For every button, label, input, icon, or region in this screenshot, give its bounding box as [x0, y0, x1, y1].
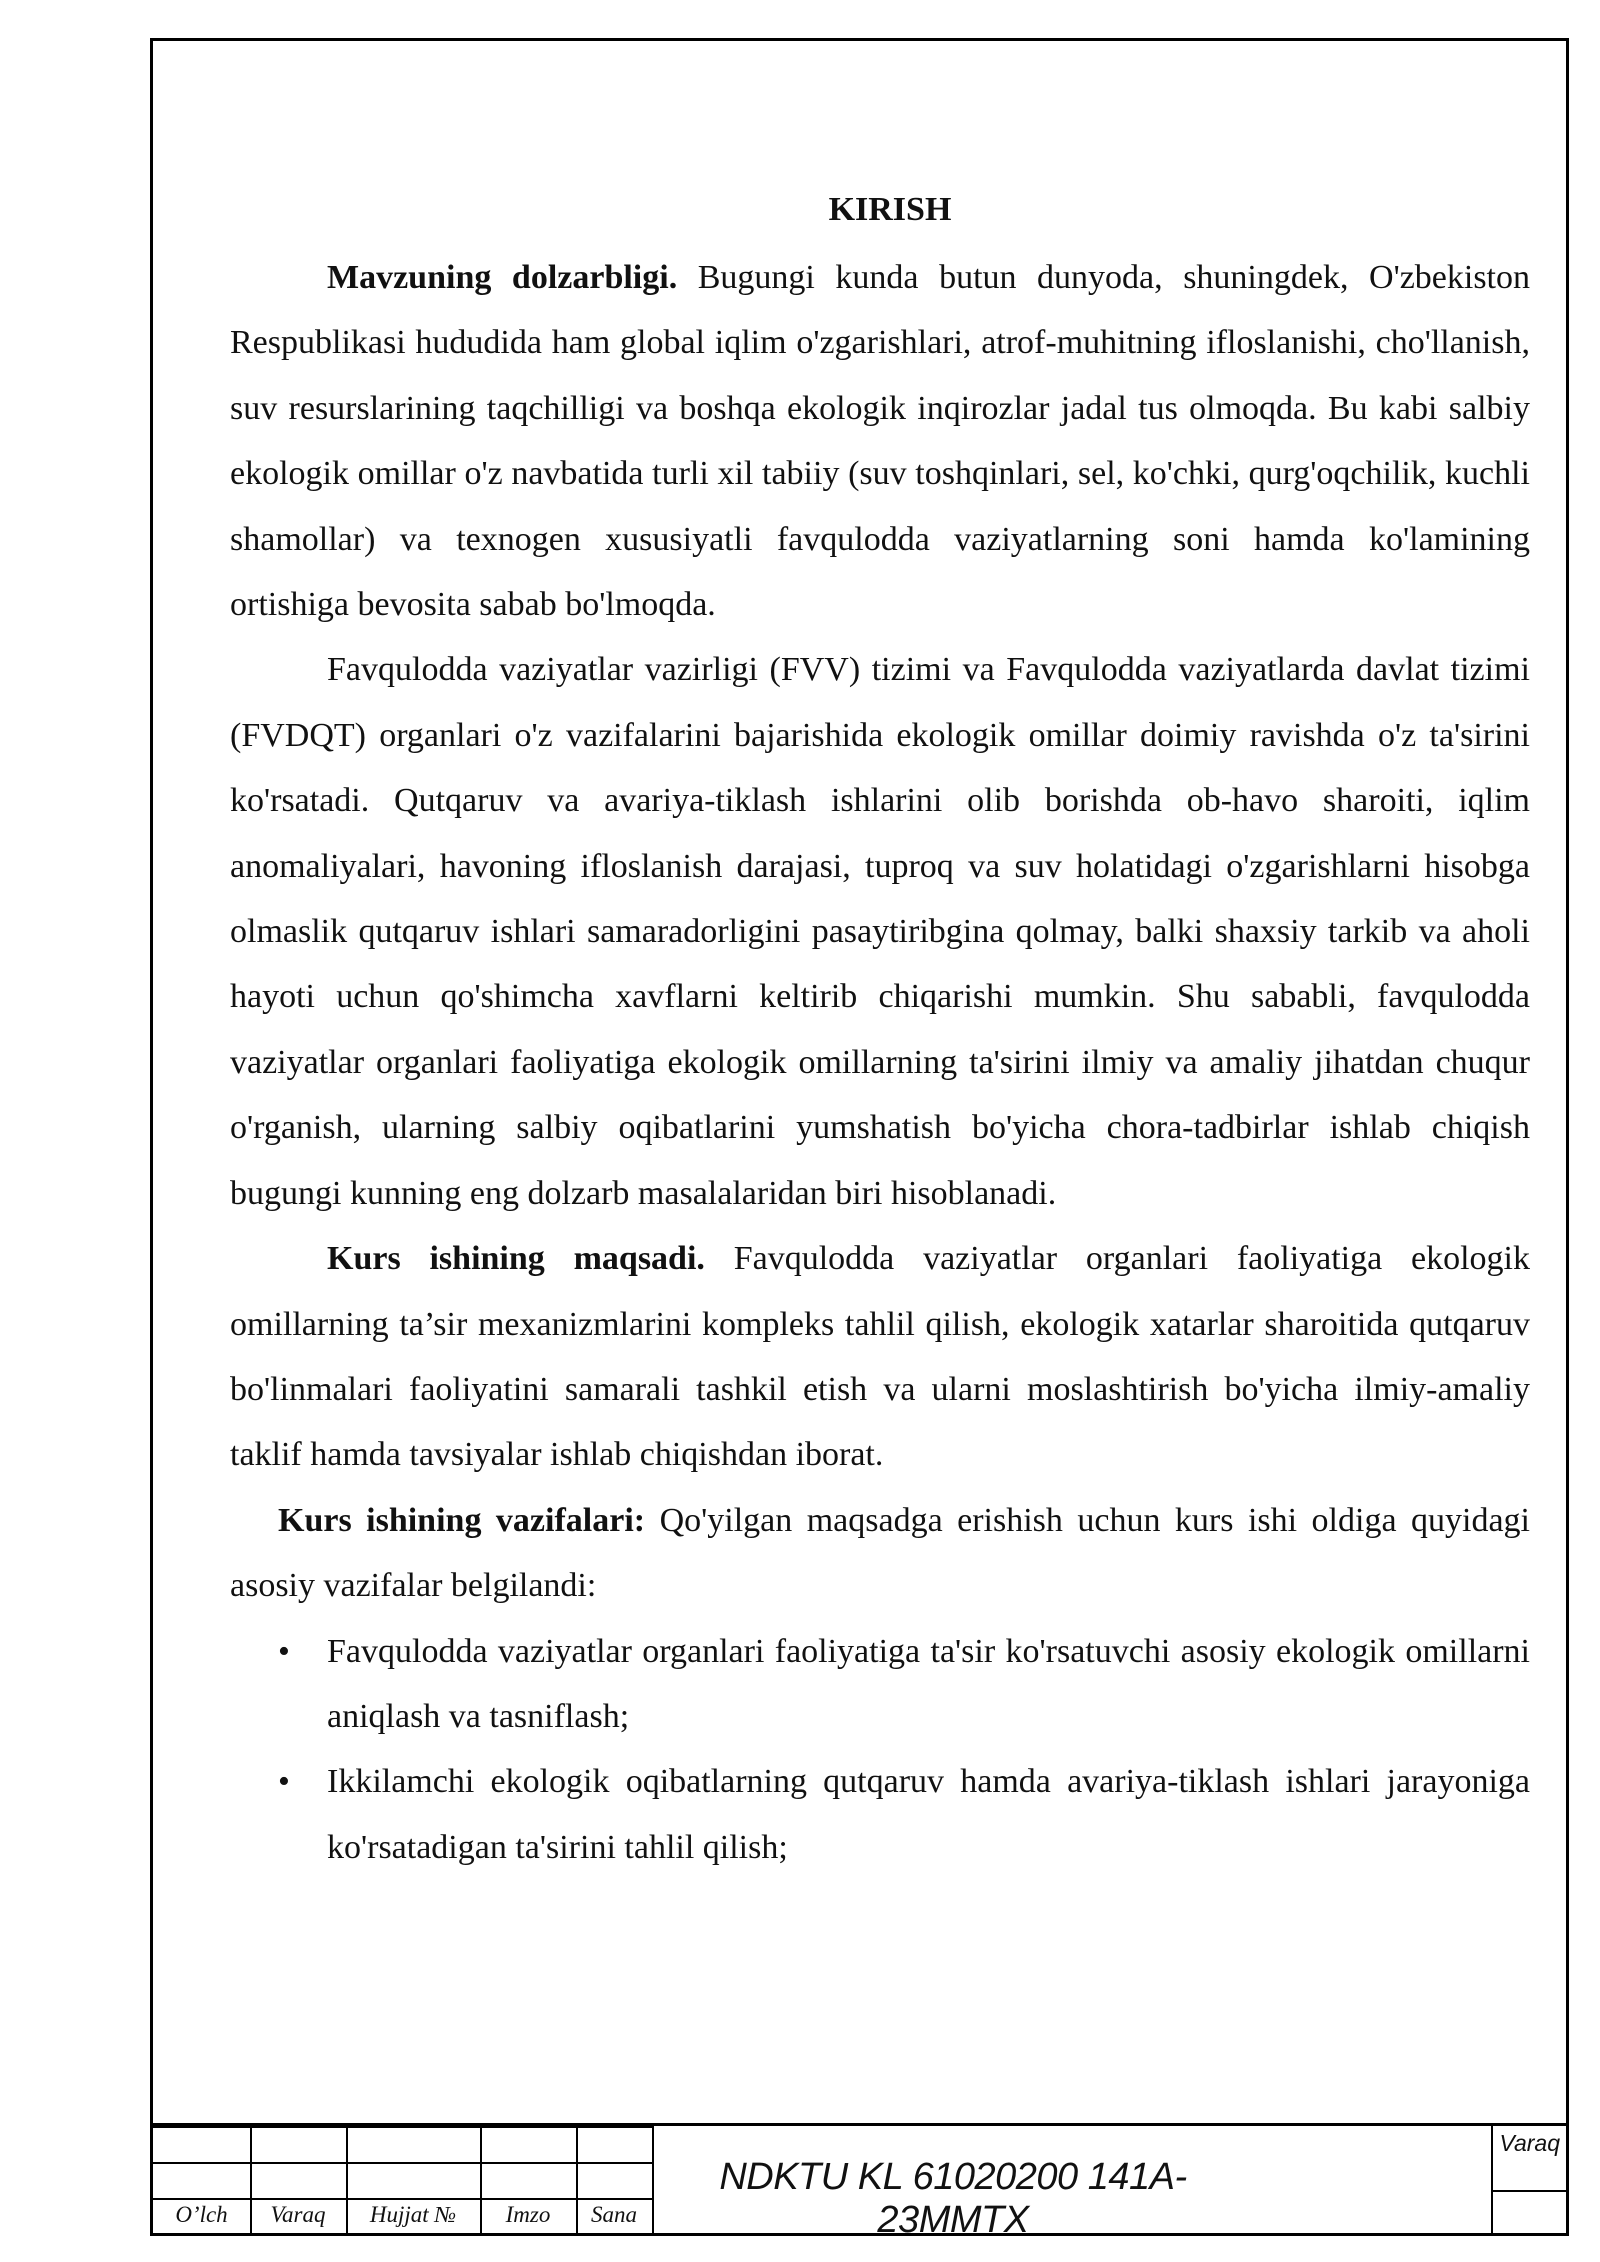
stamp-label-size: O’lch	[175, 2202, 228, 2227]
paragraph-tasks-title: Kurs ishining vazifalari:	[278, 1501, 646, 1539]
title-block	[150, 2126, 1569, 2241]
task-list	[230, 1619, 1530, 1881]
bullet-icon: •	[278, 1632, 290, 1670]
paragraph-relevance	[230, 245, 1530, 637]
sheet-label: Varaq	[1499, 2130, 1560, 2156]
stamp-label-sheet: Varaq	[270, 2202, 326, 2227]
paragraph-tasks-text: Qo'yilgan maqsadga erishish uchun kurs ishi oldiga quyidagi asosiy vazifalar belgilandi:	[230, 1501, 1530, 1605]
document-body	[230, 180, 1530, 1880]
stamp-label-date: Sana	[591, 2202, 637, 2227]
paragraph-goal-text: Favqulodda vaziyatlar organlari faoliyatiga ekologik omillarning ta’sir mexanizmlarini kompleks tahlil qilish, ekologik xatarlar sharoitida qutqaruv bo'linmalari faoliyatini samarali tashkil etish va ularni moslashtirish bo'yicha ilmiy-amaliy taklif hamda tavsiyalar ishlab chiqishdan iborat.	[230, 1240, 1531, 1474]
list-item-text: Ikkilamchi ekologik oqibatlarning qutqaruv hamda avariya-tiklash ishlari jarayoniga ko'rsatadigan ta'sirini tahlil qilish;	[327, 1763, 1530, 1866]
stamp-label-document: Hujjat №	[369, 2202, 457, 2227]
page-title: KIRISH	[828, 191, 952, 228]
stamp-label-signature: Imzo	[505, 2202, 551, 2227]
paragraph-relevance-title: Mavzuning dolzarbligi.	[327, 259, 678, 296]
list-item	[230, 1749, 1530, 1880]
list-item-text: Favqulodda vaziyatlar organlari faoliyatiga ta'sir ko'rsatuvchi asosiy ekologik omillarni aniqlash va tasniflash;	[327, 1632, 1530, 1735]
bullet-icon: •	[278, 1763, 290, 1801]
document-code: NDKTU KL 61020200 141A-23MMTX	[719, 2156, 1187, 2241]
paragraph-goal	[230, 1226, 1530, 1488]
list-item	[230, 1619, 1530, 1750]
paragraph-goal-title: Kurs ishining maqsadi.	[327, 1240, 705, 1278]
paragraph-fvv: Favqulodda vaziyatlar vazirligi (FVV) tizimi va Favqulodda vaziyatlarda davlat tizimi (FVDQT) organlari o'z vazifalarini bajarishida ekologik omillar doimiy ravishda o'z ta'sirini ko'rsatadi. Qutqaruv va avariya-tiklash ishlarini olib borishda ob-havo sharoiti, iqlim anomaliyalari, havoning ifloslanish darajasi, tuproq va suv holatidagi o'zgarishlarni hisobga olmaslik qutqaruv ishlari samaradorligini pasaytiribgina qolmay, balki shaxsiy tarkib va aholi hayoti uchun qo'shimcha xavflarni keltirib chiqarishi mumkin. Shu sababli, favqulodda vaziyatlar organlari faoliyatiga ekologik omillarning ta'sirini ilmiy va amaliy jihatdan chuqur o'rganish, ularning salbiy oqibatlarini yumshatish bo'yicha chora-tadbirlar ishlab chiqish bugungi kunning eng dolzarb masalalaridan biri hisoblanadi.	[230, 651, 1530, 1212]
paragraph-relevance-text: Bugungi kunda butun dunyoda, shuningdek, O'zbekiston Respublikasi hududida ham global iqlim o'zgarishlari, atrof-muhitning ifloslanishi, cho'llanish, suv resurslarining taqchilligi va boshqa ekologik inqirozlar jadal tus olmoqda. Bu kabi salbiy ekologik omillar o'z navbatida turli xil tabiiy (suv toshqinlari, sel, ko'chki, qurg'oqchilik, kuchli shamollar) va texnogen xususiyatli favqulodda vaziyatlarning soni hamda ko'lamining ortishiga bevosita sabab bo'lmoqda.	[230, 259, 1531, 624]
paragraph-tasks	[230, 1488, 1530, 1619]
